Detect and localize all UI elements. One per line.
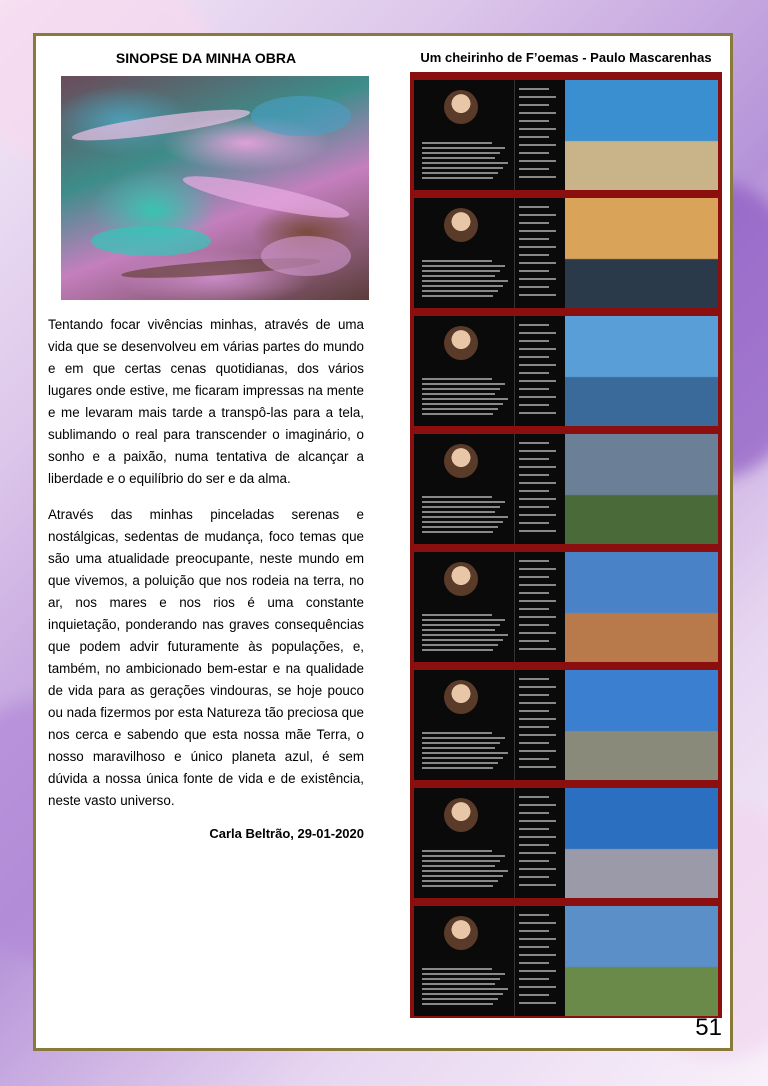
text-line: [422, 855, 505, 857]
synopsis-column: [48, 46, 364, 841]
text-line: [519, 168, 549, 170]
text-line: [422, 501, 505, 503]
poet-page: [414, 316, 515, 426]
text-line: [422, 408, 498, 410]
text-line: [422, 295, 493, 297]
text-line: [519, 128, 556, 130]
text-line: [519, 404, 549, 406]
text-line: [519, 490, 549, 492]
text-line: [519, 340, 549, 342]
text-line: [519, 450, 556, 452]
page-spread-beach-fort: [414, 80, 718, 190]
text-line: [422, 152, 500, 154]
text-line: [422, 742, 500, 744]
text-line: [519, 222, 549, 224]
text-line: [519, 372, 549, 374]
page-spread-mirror-building: [414, 788, 718, 898]
text-line: [519, 1002, 556, 1004]
text-line: [422, 762, 498, 764]
poet-portrait: [444, 208, 478, 242]
poet-portrait: [444, 326, 478, 360]
text-line: [519, 812, 549, 814]
poet-page: [414, 788, 515, 898]
text-line: [422, 162, 508, 164]
text-line: [519, 560, 549, 562]
landscape-photo: [565, 788, 718, 898]
page-spread-bay-fountain: [414, 316, 718, 426]
landscape-photo: [565, 80, 718, 190]
page-spread-lighthouse-clouds: [414, 434, 718, 544]
text-line: [519, 648, 556, 650]
text-line: [422, 280, 508, 282]
text-line: [519, 694, 549, 696]
text-line: [519, 160, 556, 162]
text-line: [519, 412, 556, 414]
text-line: [519, 120, 549, 122]
text-line: [519, 930, 549, 932]
poem-text: [515, 198, 565, 308]
text-line: [519, 718, 556, 720]
text-line: [519, 286, 549, 288]
text-line: [519, 726, 549, 728]
text-line: [519, 686, 556, 688]
page-spread-tree-avenue: [414, 906, 718, 1016]
text-line: [519, 144, 556, 146]
landscape-photo: [565, 670, 718, 780]
landscape-photo: [565, 434, 718, 544]
synopsis-title: SINOPSE DA MINHA OBRA: [115, 50, 297, 66]
text-line: [422, 875, 503, 877]
text-line: [519, 742, 549, 744]
text-line: [519, 836, 556, 838]
text-line: [422, 644, 498, 646]
text-line: [519, 332, 556, 334]
text-line: [422, 973, 505, 975]
text-line: [519, 270, 549, 272]
text-line: [519, 860, 549, 862]
page-spread-church-square: [414, 670, 718, 780]
text-line: [519, 796, 549, 798]
text-line: [519, 88, 549, 90]
text-line: [422, 521, 503, 523]
text-line: [519, 136, 549, 138]
text-line: [519, 152, 549, 154]
text-line: [519, 844, 549, 846]
text-line: [519, 820, 556, 822]
text-line: [422, 260, 492, 262]
text-line: [519, 238, 549, 240]
poet-page: [414, 198, 515, 308]
text-line: [519, 922, 556, 924]
text-line: [519, 262, 556, 264]
abstract-painting: [61, 76, 369, 300]
poet-portrait: [444, 798, 478, 832]
text-line: [519, 568, 556, 570]
text-line: [422, 142, 492, 144]
poet-page: [414, 670, 515, 780]
text-line: [519, 986, 556, 988]
poet-portrait: [444, 916, 478, 950]
text-line: [519, 852, 556, 854]
text-line: [519, 388, 549, 390]
text-line: [422, 978, 500, 980]
landscape-photo: [565, 316, 718, 426]
poem-text: [515, 316, 565, 426]
text-line: [519, 954, 556, 956]
text-line: [519, 246, 556, 248]
text-line: [519, 938, 556, 940]
text-line: [519, 514, 556, 516]
text-line: [519, 458, 549, 460]
text-line: [519, 396, 556, 398]
text-line: [519, 254, 549, 256]
page-spread-castle-sea: [414, 552, 718, 662]
text-line: [519, 914, 549, 916]
text-line: [519, 380, 556, 382]
text-line: [422, 850, 492, 852]
text-line: [422, 285, 503, 287]
text-line: [422, 403, 503, 405]
text-line: [519, 356, 549, 358]
text-line: [422, 880, 498, 882]
poem-text: [515, 434, 565, 544]
text-line: [422, 526, 498, 528]
text-line: [422, 290, 498, 292]
text-line: [519, 474, 549, 476]
text-line: [519, 710, 549, 712]
text-line: [519, 868, 556, 870]
poet-portrait: [444, 680, 478, 714]
text-line: [422, 393, 495, 395]
landscape-photo: [565, 906, 718, 1016]
text-line: [422, 516, 508, 518]
text-line: [519, 608, 549, 610]
text-line: [422, 167, 503, 169]
text-line: [519, 96, 556, 98]
text-line: [519, 804, 556, 806]
text-line: [519, 176, 556, 178]
text-line: [422, 885, 493, 887]
text-line: [519, 978, 549, 980]
text-line: [422, 629, 495, 631]
text-line: [422, 275, 495, 277]
poem-text: [515, 670, 565, 780]
text-line: [422, 983, 495, 985]
poet-page: [414, 434, 515, 544]
text-line: [422, 624, 500, 626]
text-line: [422, 506, 500, 508]
text-line: [519, 734, 556, 736]
poet-portrait: [444, 562, 478, 596]
text-line: [422, 388, 500, 390]
text-line: [519, 828, 549, 830]
page-number: 51: [695, 1014, 722, 1041]
text-line: [519, 678, 549, 680]
text-line: [519, 324, 549, 326]
text-line: [422, 383, 505, 385]
text-line: [422, 1003, 493, 1005]
text-line: [519, 348, 556, 350]
text-line: [422, 398, 508, 400]
text-line: [519, 876, 549, 878]
landscape-photo: [565, 198, 718, 308]
text-line: [422, 265, 505, 267]
text-line: [422, 732, 492, 734]
text-line: [519, 294, 556, 296]
text-line: [519, 206, 549, 208]
poem-text: [515, 552, 565, 662]
text-line: [519, 466, 556, 468]
book-page-spreads: [410, 72, 722, 1018]
text-line: [519, 884, 556, 886]
text-line: [422, 993, 503, 995]
text-line: [422, 147, 505, 149]
synopsis-paragraph: Tentando focar vivências minhas, através de uma vida que se desenvolveu em várias partes do mundo e em que certas cenas quotidianas, dos vários lugares onde estive, me ficaram impressas na mente e me levaram mais tarde a transpô-las para a tela, sublimando o real para transcender o imaginário, o sonho e a paixão, numa tentativa de alcançar a liberdade e o equilíbrio do ser e da alma.: [48, 317, 364, 486]
text-line: [422, 639, 503, 641]
text-line: [519, 584, 556, 586]
poet-page: [414, 80, 515, 190]
poet-portrait: [444, 90, 478, 124]
text-line: [519, 104, 549, 106]
text-line: [519, 576, 549, 578]
text-line: [422, 737, 505, 739]
poem-text: [515, 906, 565, 1016]
text-line: [422, 988, 508, 990]
text-line: [519, 230, 556, 232]
text-line: [422, 157, 495, 159]
text-line: [422, 511, 495, 513]
text-line: [422, 865, 495, 867]
text-line: [519, 640, 549, 642]
text-line: [519, 750, 556, 752]
text-line: [519, 278, 556, 280]
text-line: [519, 600, 556, 602]
author-signature: Carla Beltrão, 29-01-2020: [209, 826, 364, 841]
text-line: [422, 496, 492, 498]
text-line: [519, 522, 549, 524]
text-line: [422, 270, 500, 272]
text-line: [422, 177, 493, 179]
poet-page: [414, 552, 515, 662]
poet-page: [414, 906, 515, 1016]
text-line: [519, 766, 556, 768]
text-line: [422, 614, 492, 616]
poet-portrait: [444, 444, 478, 478]
text-line: [422, 767, 493, 769]
text-line: [422, 968, 492, 970]
text-line: [519, 530, 556, 532]
text-line: [519, 482, 556, 484]
text-line: [519, 442, 549, 444]
text-line: [519, 498, 556, 500]
text-line: [422, 413, 493, 415]
text-line: [519, 112, 556, 114]
text-line: [422, 634, 508, 636]
text-line: [422, 172, 498, 174]
poem-text: [515, 788, 565, 898]
text-line: [422, 752, 508, 754]
text-line: [422, 860, 500, 862]
text-line: [422, 649, 493, 651]
text-line: [422, 870, 508, 872]
text-line: [519, 632, 556, 634]
text-line: [422, 998, 498, 1000]
text-line: [519, 214, 556, 216]
book-preview-title: Um cheirinho de F’oemas - Paulo Mascarenhas: [420, 50, 712, 65]
text-line: [519, 758, 549, 760]
text-line: [519, 364, 556, 366]
text-line: [422, 378, 492, 380]
text-line: [422, 757, 503, 759]
poem-text: [515, 80, 565, 190]
text-line: [519, 702, 556, 704]
text-line: [422, 619, 505, 621]
text-line: [422, 531, 493, 533]
synopsis-paragraph: Através das minhas pinceladas serenas e nostálgicas, sedentas de mudança, foco temas que são uma atualidade preocupante, neste mundo em que vivemos, a poluição que nos rodeia na terra, no ar, nos mares e nos rios é uma constante inquietação, ponderando nas graves consequências que podem advir futuramente às populações, e, também, no ambicionado bem-estar e na qualidade de vida para as gerações vindouras, se hoje pouco ou nada fizermos por esta Natureza tão preciosa que nos cerca e sabendo que esta nossa mãe Terra, o nosso maravilhoso e único planeta azul, é sem dúvida a nossa única fonte de vida e de existência, neste vasto universo.: [48, 507, 364, 808]
text-line: [519, 616, 556, 618]
text-line: [422, 747, 495, 749]
page-spread-sunset-pier: [414, 198, 718, 308]
text-line: [519, 994, 549, 996]
text-line: [519, 970, 556, 972]
book-preview-column: [408, 46, 724, 71]
page-frame: [33, 33, 733, 1051]
text-line: [519, 592, 549, 594]
text-line: [519, 946, 549, 948]
text-line: [519, 962, 549, 964]
landscape-photo: [565, 552, 718, 662]
text-line: [519, 506, 549, 508]
text-line: [519, 624, 549, 626]
